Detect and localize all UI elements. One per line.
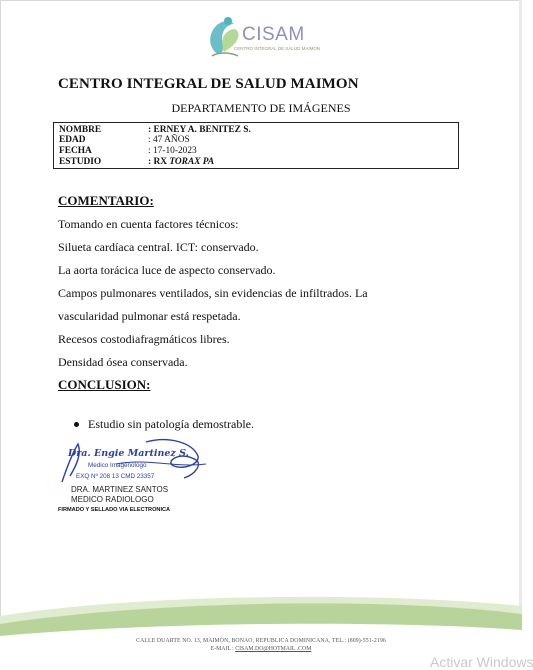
- footer-email-label: E-MAIL :: [210, 646, 236, 652]
- comment-line: La aorta torácica luce de aspecto conservado.: [58, 263, 276, 277]
- comment-line: Silueta cardíaca central. ICT: conservado.: [58, 240, 259, 254]
- comment-line: vascularidad pulmonar está respetada.: [58, 309, 241, 323]
- comment-line: Densidad ósea conservada.: [58, 355, 188, 369]
- name-label: NOMBRE: [59, 125, 102, 135]
- stamp-line-1: Dra. Engie Martinez S.: [68, 448, 189, 459]
- logo-text: CISAM: [242, 24, 305, 45]
- stamp-line-2: Medico Imagenologo: [88, 462, 147, 469]
- cisam-logo: [204, 14, 324, 58]
- age-label: EDAD: [59, 135, 86, 145]
- name-value: : ERNEY A. BENITEZ S.: [148, 125, 251, 135]
- footer-email-link[interactable]: CISAM.DO@HOTMAIL .COM: [235, 646, 312, 652]
- footer-contact: [0, 646, 522, 652]
- study-value: TORAX PA: [169, 157, 215, 167]
- date-label: FECHA: [59, 146, 92, 156]
- windows-activation-watermark: Activar Windows: [430, 654, 533, 670]
- study-prefix: : RX: [148, 157, 170, 167]
- study-value-wrap: [148, 157, 214, 167]
- signatory-name: DRA. MARTINEZ SANTOS: [71, 485, 169, 494]
- comment-line: Campos pulmonares ventilados, sin evidencias de infiltrados. La: [58, 286, 368, 300]
- logo-subtitle: CENTRO INTEGRAL DE SALUD MAIMON: [234, 46, 321, 51]
- age-value: : 47 AÑOS: [148, 135, 190, 145]
- comment-line: Tomando en cuenta factores técnicos:: [58, 217, 239, 231]
- patient-info-table: [53, 122, 459, 169]
- signature-note: FIRMADO Y SELLADO VIA ELECTRONICA: [58, 507, 171, 513]
- conclusion-text: Estudio sin patología demostrable.: [88, 417, 254, 431]
- signature-stamp-graphic: [56, 434, 216, 486]
- department-title: DEPARTAMENTO DE IMÁGENES: [171, 101, 351, 115]
- comment-heading: COMENTARIO:: [58, 193, 154, 208]
- signatory-title: MEDICO RADIOLOGO: [71, 494, 154, 504]
- comment-line: Recesos costodiafragmáticos libres.: [58, 332, 230, 346]
- footer-address: CALLE DUARTE NO. 13, MAIMÓN, BONAO, REPUBLICA DOMINICANA, TEL.: (809)-551-2196: [136, 638, 386, 644]
- bullet-icon: [74, 422, 79, 427]
- center-title: CENTRO INTEGRAL DE SALUD MAIMON: [58, 76, 359, 92]
- date-value: : 17-10-2023: [148, 146, 197, 156]
- signatory-block: [71, 485, 168, 504]
- stamp-line-3: EXQ Nº 208 13 CMD 23357: [76, 473, 155, 480]
- study-label: ESTUDIO: [59, 157, 102, 167]
- conclusion-heading: CONCLUSION:: [58, 377, 151, 392]
- logo-mark-icon: [204, 14, 244, 58]
